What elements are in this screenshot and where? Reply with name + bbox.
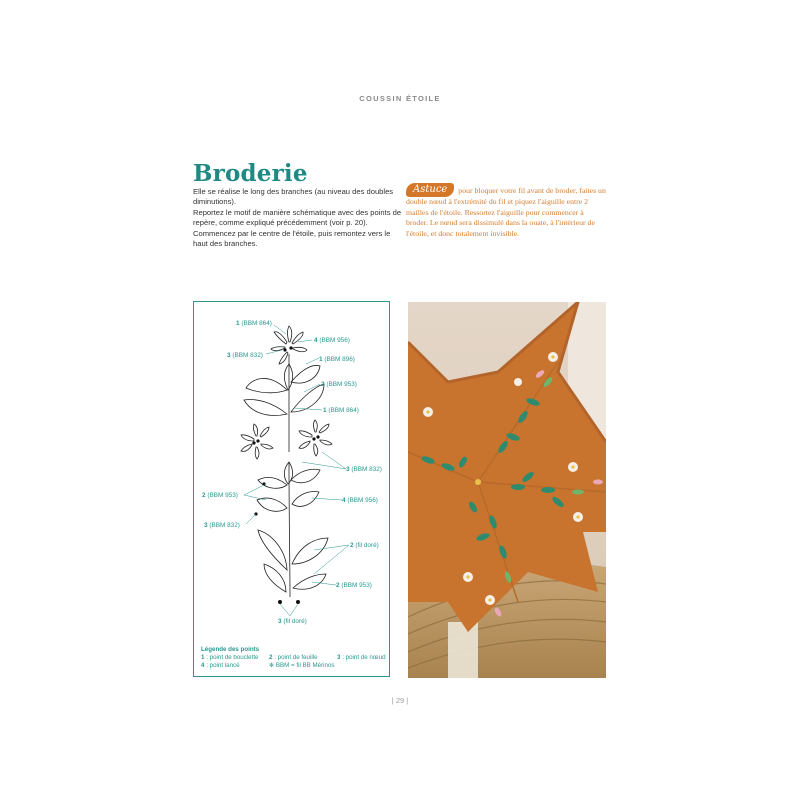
petal-shape [271, 347, 285, 351]
intro-paragraph: Commencez par le centre de l'étoile, puis remontez vers le haut des branches. [193, 228, 391, 249]
leaf-shape [292, 492, 319, 507]
leaf-shape [258, 530, 287, 570]
embroidery-diagram [193, 301, 390, 677]
petal-shape [288, 326, 292, 342]
diagram-label: 2 (fil doré) [350, 542, 379, 549]
petal-shape [279, 352, 288, 364]
tip-box [406, 183, 606, 239]
diagram-label: 2 (BBM 953) [321, 381, 357, 388]
leaf-shape [291, 384, 324, 412]
leaf-shape [257, 498, 287, 511]
leaf-shape [264, 564, 286, 592]
legend-item: 3 : point de nœud [337, 654, 386, 662]
leaf-shape [292, 538, 328, 564]
pillow-photo [408, 302, 606, 678]
pillow-illustration [408, 302, 606, 678]
diagram-label: 3 (BBM 832) [227, 352, 263, 359]
flower-right [299, 420, 332, 456]
diagram-label: 1 (BBM 864) [236, 320, 272, 327]
diagram-label: 2 (BBM 953) [202, 492, 238, 499]
diagram-label: 1 (BBM 864) [323, 407, 359, 414]
petal-shape [292, 332, 303, 344]
stitch-legend [201, 646, 386, 671]
legend-note: ✻ BBM = fil BB Mérinos [269, 662, 335, 670]
leaf-shape [284, 462, 292, 484]
diagram-label: 3 (BBM 832) [346, 466, 382, 473]
diagram-label: 3 (BBM 832) [204, 522, 240, 529]
intro-text [193, 187, 403, 249]
diagram-label: 3 (fil doré) [278, 618, 307, 625]
legend-title: Légende des points [201, 646, 260, 653]
legend-item: 4 : point lancé [201, 662, 240, 670]
diagram-label: 1 (BBM 896) [319, 356, 355, 363]
intro-paragraph: Elle se réalise le long des branches (au niveau des doubles diminutions). [193, 187, 394, 207]
diagram-label: 4 (BBM 956) [314, 337, 350, 344]
legend-item: 1 : point de bouclette [201, 654, 259, 662]
tip-text: pour bloquer votre fil avant de broder, faites un double nœud à l'extrémité du fil et piquez l'aiguille entre 2 mailles de l'étoile. Ressortez l'aiguille pour commencer à broder. Le nœud sera dissimulé dans la ouate, à l'intérieur de l'étoile, et donc totalement invisible. [406, 186, 606, 238]
leaf-shape [293, 574, 326, 589]
leaf-shape [291, 365, 320, 383]
leaf-shape [284, 364, 292, 390]
diagram-label: 4 (BBM 956) [342, 497, 378, 504]
tip-badge: Astuce [406, 183, 454, 197]
petal-shape [293, 347, 307, 351]
leaf-shape [246, 378, 287, 392]
intro-paragraph: Reportez le motif de manière schématique avec des points de repère, comme expliqué précédemment (voir p. 20). [193, 207, 402, 228]
leaf-shape [244, 400, 287, 416]
running-title: COUSSIN ÉTOILE [359, 94, 441, 103]
section-title: Broderie [193, 160, 308, 187]
motif-drawing [194, 302, 391, 678]
diagram-label: 2 (BBM 953) [336, 582, 372, 589]
leaf-shape [258, 477, 287, 488]
page-number: | 29 | [391, 696, 409, 705]
legend-item: 2 : point de feuille [269, 654, 318, 662]
leaf-shape [291, 469, 320, 482]
